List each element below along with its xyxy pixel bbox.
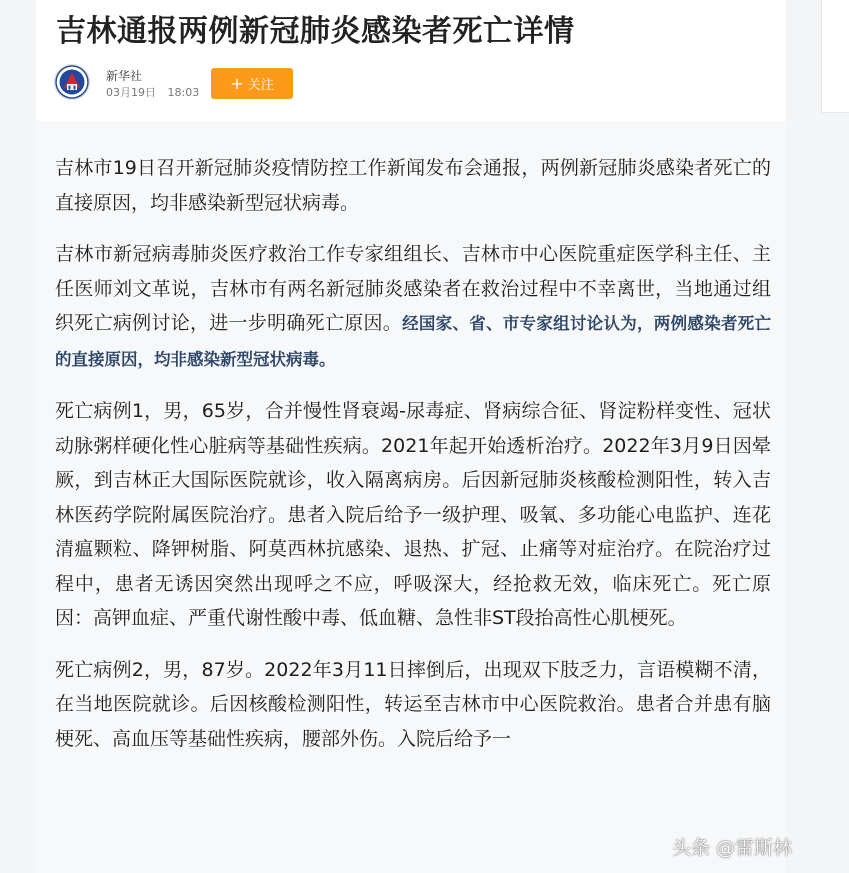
paragraph-3: 死亡病例1，男，65岁，合并慢性肾衰竭-尿毒症、肾病综合征、肾淀粉样变性、冠状动脉粥样硬化性心脏病等基础性疾病。2021年起开始透析治疗。2022年3月9日因晕厥，到吉林正大国际医院就诊，收入隔离病房。后因新冠肺炎核酸检测阳性，转入吉林医药学院附属医院治疗。患者入院后给予一级护理、吸氧、多功能心电监护、连花清瘟颗粒、降钾树脂、阿莫西林抗感染、退热、扩冠、止痛等对症治疗。在院治疗过程中，患者无诱因突然出现呼之不应，呼吸深大，经抢救无效，临床死亡。死亡原因：高钾血症、严重代谢性酸中毒、低血糖、急性非ST段抬高性心肌梗死。 [55,400,771,629]
watermark: 头条 @雷斯林 [672,837,793,859]
sidebar-panel [821,0,849,113]
plus-icon: + [230,73,244,93]
paragraph-1: 吉林市19日召开新冠肺炎疫情防控工作新闻发布会通报，两例新冠肺炎感染者死亡的直接原因，均非感染新型冠状病毒。 [55,157,771,214]
paragraph-2 [55,237,771,377]
publish-time: 18:03 [167,86,200,99]
paragraph-2-text: 吉林市新冠病毒肺炎医疗救治工作专家组组长、吉林市中心医院重症医学科主任、主任医师刘文革说，吉林市有两名新冠肺炎感染者在救治过程中不幸离世，当地通过组织死亡病例讨论，进一步明确死亡原因。 [55,243,771,334]
publish-date: 03月19日 [106,86,156,99]
publish-meta [106,86,199,100]
follow-label: 关注 [247,78,274,93]
source-avatar[interactable] [54,64,90,100]
paragraph-2-emphasis: 经国家、省、市专家组讨论认为，两例感染者死亡的直接原因，均非感染新型冠状病毒。 [55,314,771,369]
article-title: 吉林通报两例新冠肺炎感染者死亡详情 [56,14,575,49]
paragraph-4: 死亡病例2，男，87岁。2022年3月11日摔倒后，出现双下肢乏力，言语模糊不清，在当地医院就诊。后因核酸检测阳性，转运至吉林市中心医院救治。患者合并患有脑梗死、高血压等基础性疾病，腰部外伤。入院后给予一 [55,658,771,750]
source-name[interactable]: 新华社 [106,69,143,83]
article-paragraphs [55,151,771,773]
article-body [36,121,786,873]
follow-button[interactable] [211,68,293,99]
article-header [36,0,786,121]
xinhua-logo-icon [55,65,89,99]
